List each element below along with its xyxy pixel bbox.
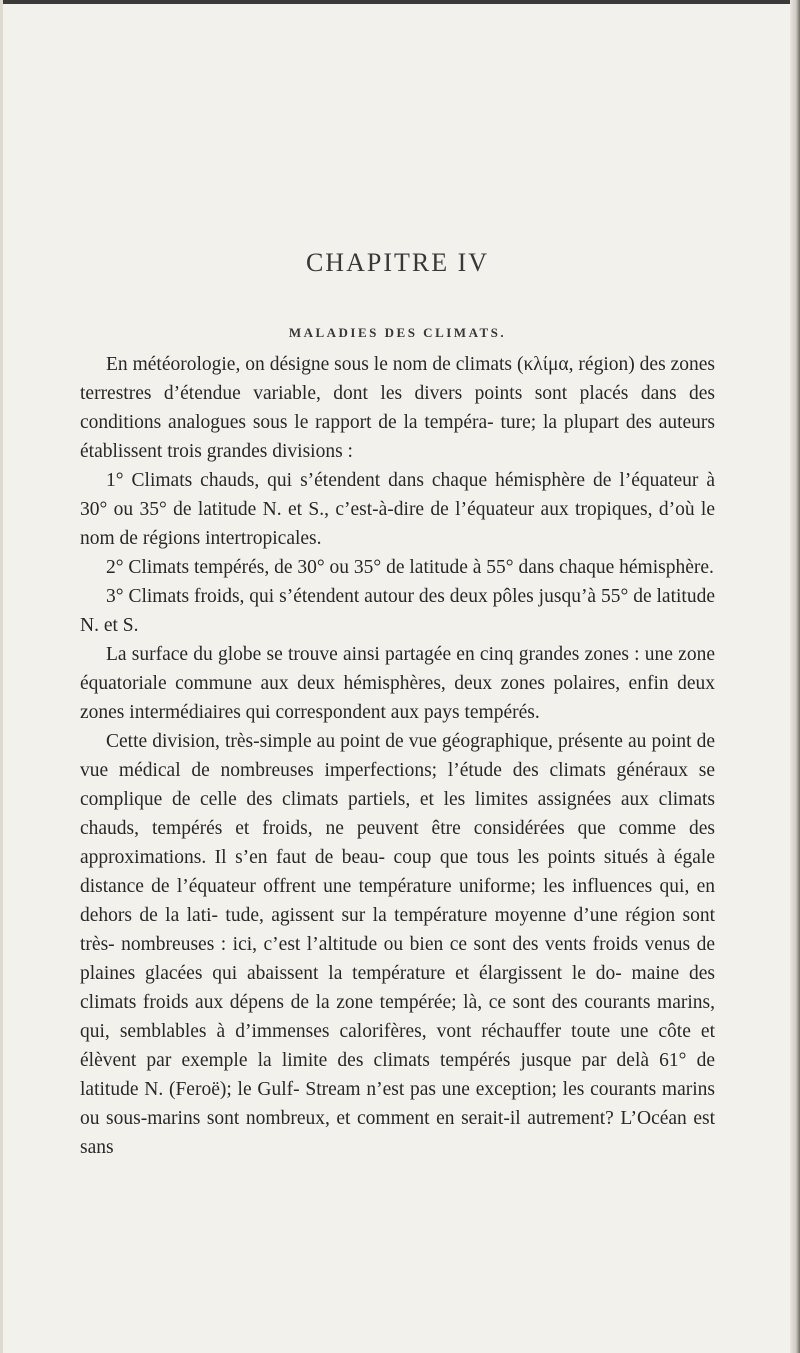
body-text [80, 350, 715, 1162]
paragraph-intro: En météorologie, on désigne sous le nom de climats (κλίμα, région) des zones terrestres d’étendue variable, dont les divers points sont placés dans des conditions analogues sous le rapport de la tempéra- ture; la plupart des auteurs établissent trois grandes divisions : [80, 354, 715, 462]
paragraph-climats-temperes: 2° Climats tempérés, de 30° ou 35° de latitude à 55° dans chaque hémisphère. [106, 557, 714, 578]
paragraph-cinq-zones: La surface du globe se trouve ainsi partagée en cinq grandes zones : une zone équatoriale commune aux deux hémisphères, deux zones polaires, enfin deux zones intermédiaires qui correspondent aux pays tempérés. [80, 644, 715, 723]
page-edge-top [0, 0, 800, 4]
chapter-title: CHAPITRE IV [305, 248, 490, 277]
paragraph-climats-froids: 3° Climats froids, qui s’étendent autour des deux pôles jusqu’à 55° de latitude N. et S. [80, 586, 715, 636]
paragraph-climats-chauds: 1° Climats chauds, qui s’étendent dans chaque hémisphère de l’équateur à 30° ou 35° de latitude N. et S., c’est-à-dire de l’équateur aux tropiques, d’où le nom de régions intertropicales. [80, 470, 715, 549]
paragraph-division: Cette division, très-simple au point de vue géographique, présente au point de vue médical de nombreuses imperfections; l’étude des climats généraux se complique de celle des climats partiels, et les limites assignées aux climats chauds, tempérés et froids, ne peuvent être considérées que comme des approximations. Il s’en faut de beau- coup que tous les points situés à égale distance de l’équateur offrent une température uniforme; les influences qui, en dehors de la lati- tude, agissent sur la température moyenne d’une région sont très- nombreuses : ici, c’est l’altitude ou bien ce sont des vents froids venus de plaines glacées qui abaissent la température et élargissent le do- maine des climats froids aux dépens de la zone tempérée; là, ce sont des courants marins, qui, semblables à d’immenses calorifères, vont réchauffer toute une côte et élèvent par exemple la limite des climats tempérés jusque par delà 61° de latitude N. (Feroë); le Gulf- Stream n’est pas une exception; les courants marins ou sous-marins sont nombreux, et comment en serait-il autrement? L’Océan est sans [80, 731, 715, 1158]
section-title: MALADIES DES CLIMATS. [288, 325, 507, 340]
page-edge-left [0, 0, 3, 1353]
page-edge-right [790, 0, 800, 1353]
